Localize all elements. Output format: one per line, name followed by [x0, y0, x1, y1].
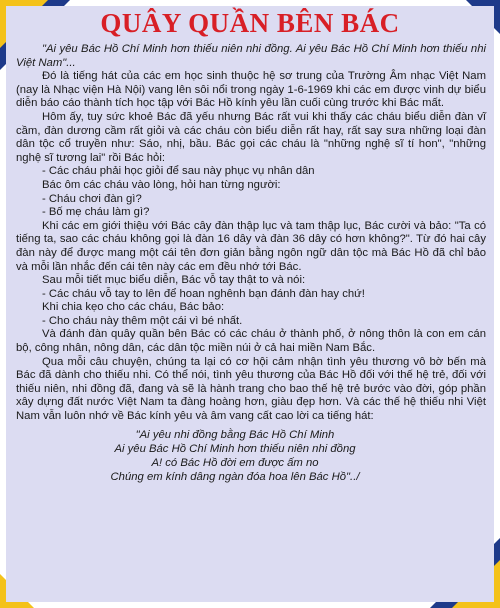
poem-line: Chúng em kính dâng ngàn đóa hoa lên Bác Hồ"../ [110, 471, 360, 484]
poem-line: A! có Bác Hồ đời em được ấm no [151, 457, 319, 470]
paragraph: - Bố mẹ cháu làm gì? [42, 206, 150, 219]
poem-line: "Ai yêu nhi đồng bằng Bác Hồ Chí Minh [135, 428, 335, 441]
paragraph: Khi các em giới thiệu với Bác cây đàn thập lục và tam thập lục, Bác cười và bảo: "Ta có tiếng ta, sao các cháu không gọi là đàn 16 dây và đàn 36 dây có hơn không?". Từ đó hai cây đàn này để được mang một cái tên đơn giản bằng ngôn ngữ dân tộc mà Bác Hồ đã chỉ bảo và mỗi lần nhắc đến cái tên này các em đều nhớ tới Bác. [16, 219, 486, 273]
paragraph: - Cho cháu này thêm một cái vì bé nhất. [42, 314, 243, 327]
poem-line: Ai yêu Bác Hồ Chí Minh hơn thiếu niên nhi đồng [114, 442, 356, 455]
paragraph: - Các cháu phải học giỏi để sau này phục vụ nhân dân [42, 165, 315, 178]
paragraph: Đó là tiếng hát của các em học sinh thuộc hệ sơ trung của Trường Âm nhạc Việt Nam (nay là Nhạc viện Hà Nội) vang lên sôi nổi trong ngày 1-6-1969 khi các em được vinh dự biểu diễn báo cáo thành tích học tập với Bác Hồ kính yêu lần cuối cùng trước khi Bác mất. [16, 70, 486, 110]
poem-block [6, 428, 494, 485]
page-title: QUÂY QUẦN BÊN BÁC [100, 8, 400, 38]
paragraph: Qua mỗi câu chuyện, chúng ta lại có cơ hội cảm nhận tình yêu thương vô bờ bến mà Bác đã dành cho thiếu nhi. Có thể nói, tình yêu thương của Bác Hồ đối với thế hệ trẻ, đối với thiếu niên, nhi đồng đã, đang và sẽ là hành trang cho bao thế hệ trẻ bước vào đời, góp phần xây dựng đất nước Việt Nam ta đàng hoàng hơn, giàu đẹp hơn. Và các thế hệ thiếu nhi Việt Nam vẫn luôn nhớ về Bác kính yêu và âm vang cất cao lời ca tiếng hát: [16, 355, 486, 423]
paragraph: - Cháu chơi đàn gì? [42, 192, 142, 205]
paragraph: "Ai yêu Bác Hồ Chí Minh hơn thiếu niên nhi đồng. Ai yêu Bác Hồ Chí Minh hơn thiếu nhi Việt Nam"... [16, 43, 486, 69]
paragraph: Và đánh đàn quây quần bên Bác có các cháu ở thành phố, ở nông thôn là con em cán bộ, công nhân, nông dân, các dân tộc miền núi ở cả hai miền Nam Bắc. [16, 328, 486, 355]
document-sheet [6, 6, 494, 602]
article-body [6, 43, 494, 424]
paragraph: - Các cháu vỗ tay to lên để hoan nghênh bạn đánh đàn hay chứ! [42, 287, 365, 300]
paragraph: Sau mỗi tiết mục biểu diễn, Bác vỗ tay thật to và nói: [42, 274, 306, 287]
paragraph: Bác ôm các cháu vào lòng, hỏi han từng người: [42, 178, 281, 191]
paragraph: Hôm ấy, tuy sức khoẻ Bác đã yếu nhưng Bác rất vui khi thấy các cháu biểu diễn đàn vĩ cầm, đàn dương cầm rất giỏi và các cháu còn biểu diễn rất hay, rất say sưa những loại đàn dân tộc cổ truyền như: Sáo, nhị, bầu. Bác gọi các cháu là "những nghệ sĩ tí hon", "những nghệ sĩ tương lai" rồi Bác hỏi: [16, 110, 486, 164]
paragraph: Khi chia kẹo cho các cháu, Bác bảo: [42, 301, 225, 314]
